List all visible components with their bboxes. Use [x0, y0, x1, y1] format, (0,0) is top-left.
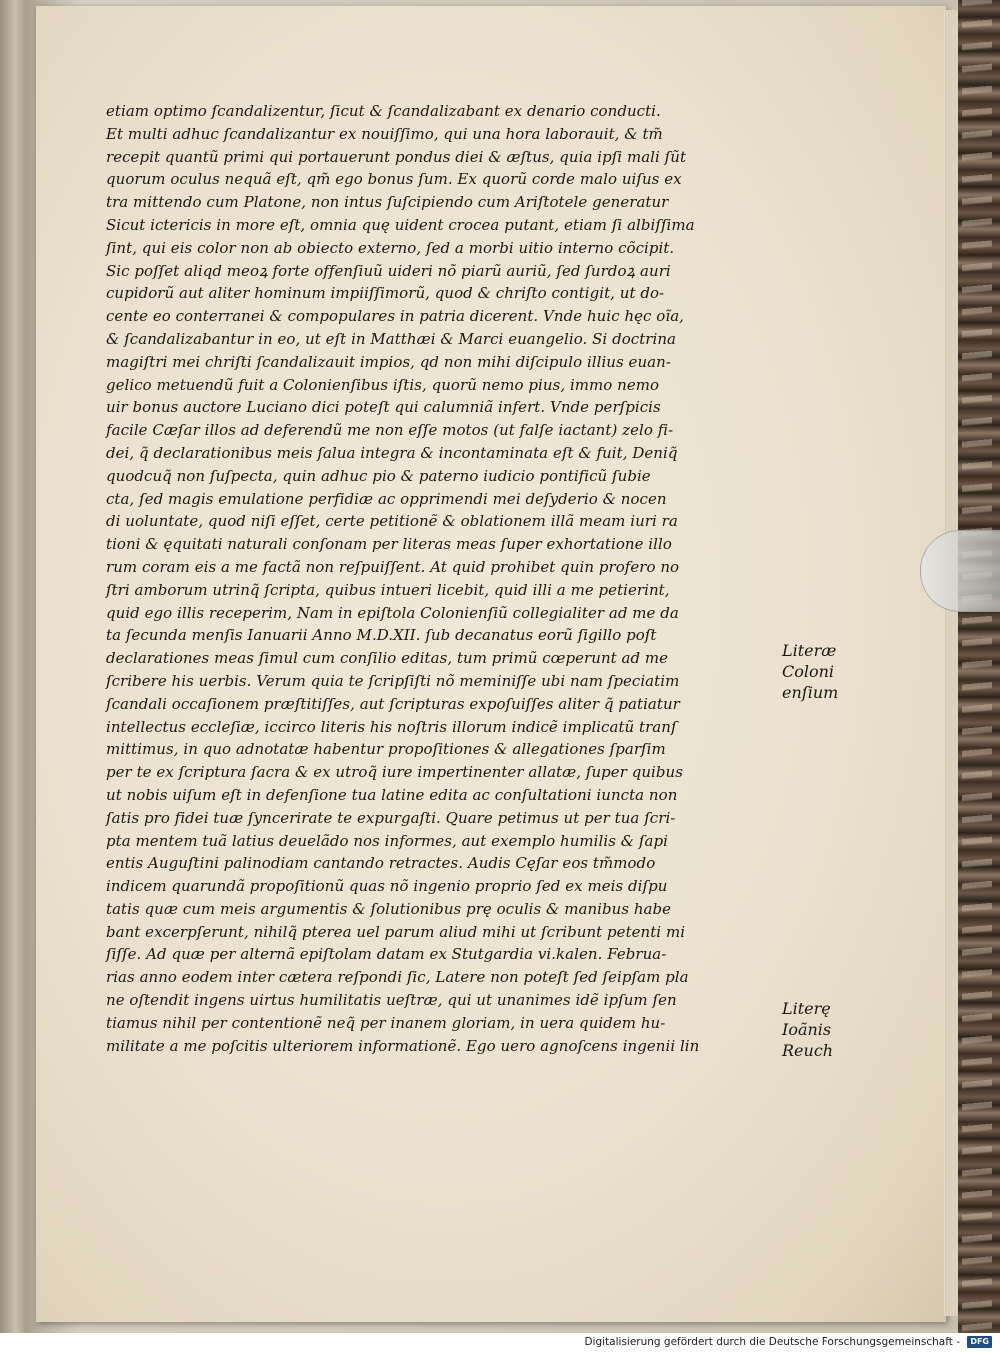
text-line: ſint, qui eis color non ab obiecto externo, ſed a morbi uitio interno cõcipit. [106, 238, 675, 257]
page-stack-edges [944, 10, 958, 1316]
text-line: tiamus nihil per contentionẽ neq̃ per inanem gloriam, in uera quidem hu- [106, 1013, 666, 1032]
text-line: entis Auguſtini palinodiam cantando retractes. Audis Cęſar eos tm̃modo [106, 854, 656, 873]
text-line: declarationes meas ſimul cum conſilio editas, tum primũ cœperunt ad me [106, 649, 669, 668]
text-line: pta mentem tuã latius deuelãdo nos informes, aut exemplo humilis & ſapi [106, 831, 668, 850]
text-line: di uoluntate, quod niſi eſſet, certe petitionẽ & oblationem illã meam iuri ra [106, 512, 678, 531]
marginal-note-line: Reuch [782, 1041, 834, 1060]
text-line: cta, ſed magis emulatione perfidiæ ac opprimendi mei deſyderio & nocen [106, 489, 667, 508]
text-line: rias anno eodem inter cætera reſpondi ſic, Latere non poteſt ſed ſeipſam pla [106, 968, 689, 987]
footer [584, 1336, 992, 1348]
text-line: intellectus eccleſiæ, iccirco literis his noſtris illorum indicẽ implicatũ tranſ [106, 717, 677, 736]
text-line: ne oſtendit ingens uirtus humilitatis ueſtræ, qui ut unanimes idẽ ipſum ſen [106, 991, 677, 1010]
text-line: militate a me poſcitis ulteriorem informationẽ. Ego uero agnoſcens ingenii lin [106, 1036, 700, 1055]
main-text-block [106, 100, 796, 1057]
footer-credit-text: Digitalisierung gefördert durch die Deutsche Forschungsgemeinschaft - [584, 1336, 960, 1348]
text-line: etiam optimo ſcandalizentur, ſicut & ſcandalizabant ex denario conducti. [106, 102, 661, 120]
marginal-note-line: enſium [782, 683, 839, 702]
text-line: ta ſecunda menſis Ianuarii Anno M.D.XII. ſub decanatus eorũ ſigillo poſt [106, 626, 657, 645]
marginal-note-line: Coloni [782, 662, 835, 681]
text-line: facile Cæſar illos ad deferendũ me non eſſe motos (ut falſe iactant) zelo fi- [106, 421, 674, 440]
text-line: indicem quarundã propoſitionũ quas nõ ingenio proprio ſed ex meis diſpu [106, 877, 668, 896]
text-line: per te ex ſcriptura ſacra & ex utroq̃ iure impertinenter allatæ, ſuper quibus [106, 763, 683, 782]
text-line: ut nobis uiſum eſt in defenſione tua latine edita ac conſultationi iuncta non [106, 785, 678, 804]
text-line: tatis quæ cum meis argumentis & ſolutionibus prę oculis & manibus habe [106, 899, 672, 918]
text-line: rum coram eis a me factã non reſpuiſſent. At quid prohibet quin profero no [106, 557, 680, 576]
text-line: ſtri amborum utrinq̃ ſcripta, quibus intueri licebit, quid illi a me petierint, [106, 580, 670, 599]
text-line: gelico metuendũ fuit a Colonienſibus iſtis, quorũ nemo pius, immo nemo [106, 375, 660, 394]
text-line: cente eo conterranei & compopulares in patria dicerent. Vnde huic hęc oĩa, [106, 307, 684, 326]
marginal-note-line: Literę [782, 999, 831, 1018]
text-line: mittimus, in quo adnotatæ habentur propoſitiones & allegationes ſparſim [106, 740, 666, 759]
text-line: dei, q̃ declarationibus meis ſalua integra & incontaminata eſt & fuit, Deniq̃ [106, 443, 678, 462]
text-line: tioni & ęquitati naturali conſonam per literas meas ſuper exhortatione illo [106, 535, 672, 554]
text-line: ſcandali occaſionem præſtitiſſes, aut ſcripturas expoſuiſſes aliter q̃ patiatur [106, 694, 680, 713]
text-line: ſcribere his uerbis. Verum quia te ſcripſiſti nõ meminiſſe ubi nam ſpeciatim [106, 671, 680, 690]
previous-page-edge [0, 0, 26, 1333]
text-line: quodcuq̃ non ſuſpecta, quin adhuc pio & paterno iudicio pontificũ ſubie [106, 466, 651, 485]
text-line: quorum oculus nequã eſt, qm̃ ego bonus ſum. Ex quorũ corde malo uiſus ex [106, 170, 682, 189]
text-line: ſiſſe. Ad quæ per alternã epiſtolam datam ex Stutgardia vi.kalen. Februa- [106, 945, 667, 964]
text-line: uir bonus auctore Luciano dici poteſt qui calumniã infert. Vnde perſpicis [106, 398, 661, 417]
text-line: & ſcandalizabantur in eo, ut eſt in Matthæi & Marci euangelio. Si doctrina [106, 329, 677, 348]
text-line: magiſtri mei chriſti ſcandalizauit impios, qd non mihi diſcipulo illius euan- [106, 352, 671, 371]
text-line: quid ego illis receperim, Nam in epiſtola Colonienſiũ collegialiter ad me da [106, 603, 679, 622]
marginal-note-line: Ioãnis [782, 1020, 832, 1039]
dfg-logo: DFG [967, 1336, 992, 1348]
text-line: recepit quantũ primi qui portauerunt pondus diei & æſtus, quia ipſi mali ſũt [106, 147, 687, 166]
page-clip [920, 530, 1000, 612]
marginal-note-reuchlin [782, 998, 833, 1061]
text-line: cupidorũ aut aliter hominum impiiſſimorũ, quod & chriſto contigit, ut do- [106, 284, 665, 303]
text-line: bant excerpſerunt, nihilq̃ pterea uel parum aliud mihi ut ſcribunt petenti mi [106, 922, 686, 941]
text-line: Sicut ictericis in more eſt, omnia quę uident crocea putant, etiam ſi albiſſima [106, 215, 695, 234]
text-line: tra mittendo cum Platone, non intus ſuſcipiendo cum Ariſtotele generatur [106, 193, 669, 212]
text-line: Et multi adhuc ſcandalizantur ex nouiſſimo, qui una hora laborauit, & tm̃ [106, 124, 663, 143]
marginal-note-coloniensium [782, 640, 838, 703]
binding-texture [962, 0, 992, 1333]
marginal-note-line: Literæ [782, 641, 837, 660]
text-line: Sic poſſet aliqd meoꝝ forte offenſiuũ uideri nõ piarũ auriũ, ſed ſurdoꝝ auri [106, 261, 671, 280]
text-line: ſatis pro fidei tuæ ſyncerirate te expurgaſti. Quare petimus ut per tua ſcri- [106, 808, 676, 827]
